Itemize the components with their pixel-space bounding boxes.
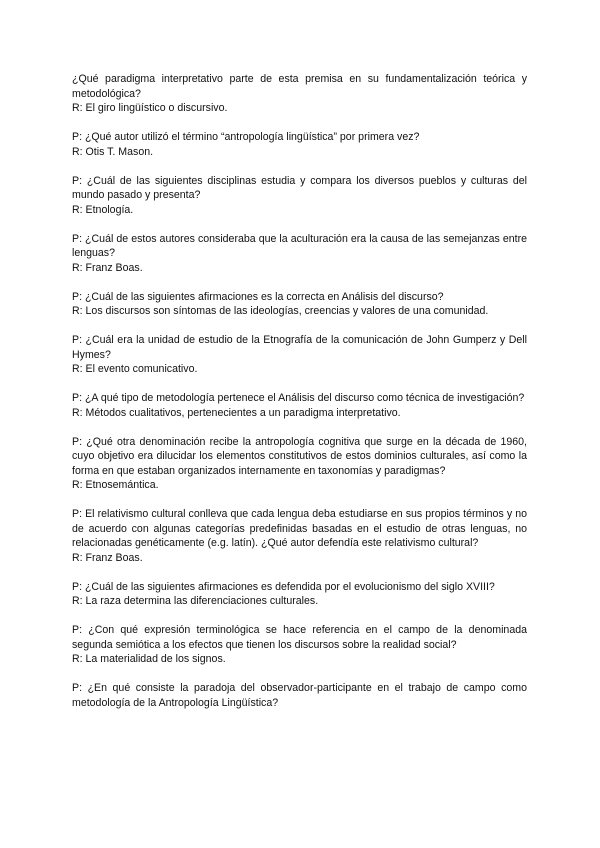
answer-text: R: Franz Boas. xyxy=(72,551,143,564)
question-text: P: ¿A qué tipo de metodología pertenece el Análisis del discurso como técnica de investigación? xyxy=(72,392,525,404)
answer-text: R: Los discursos son síntomas de las ideologías, creencias y valores de una comunidad. xyxy=(72,305,489,317)
answer-text: R: Otis T. Mason. xyxy=(72,145,154,158)
qa-item xyxy=(72,232,527,276)
answer-text: R: Etnología. xyxy=(72,203,134,216)
qa-item xyxy=(72,681,527,710)
answer-text: R: El evento comunicativo. xyxy=(72,363,198,375)
question-text: P: El relativismo cultural conlleva que cada lengua deba estudiarse en sus propios términos y no de acuerdo con algunas categorías predefinidas basadas en el estudio de otras lenguas, no relacionadas genéticamente (e.g. latín). ¿Qué autor defendía este relativismo cultural? xyxy=(72,508,527,549)
qa-item xyxy=(72,623,527,667)
answer-text: R: La materialidad de los signos. xyxy=(72,653,226,665)
question-text: P: ¿Cuál de estos autores consideraba que la aculturación era la causa de las semejanzas entre lenguas? xyxy=(72,232,527,259)
question-text: P: ¿Cuál era la unidad de estudio de la Etnografía de la comunicación de John Gumperz y Dell Hymes? xyxy=(72,334,527,361)
question-text: P: ¿En qué consiste la paradoja del observador-participante en el trabajo de campo como metodología de la Antropología Lingüística? xyxy=(72,682,527,709)
qa-item xyxy=(72,580,527,609)
question-text: P: ¿Qué autor utilizó el término “antropología lingüística” por primera vez? xyxy=(72,131,420,143)
question-text: ¿Qué paradigma interpretativo parte de esta premisa en su fundamentalización teórica y metodológica? xyxy=(72,73,527,100)
document-page xyxy=(72,72,527,725)
qa-item xyxy=(72,435,527,493)
qa-item xyxy=(72,174,527,218)
question-text: P: ¿Cuál de las siguientes disciplinas estudia y compara los diversos pueblos y culturas del mundo pasado y presenta? xyxy=(72,174,527,201)
qa-item xyxy=(72,391,527,420)
answer-text: R: Etnosemántica. xyxy=(72,479,159,491)
qa-item xyxy=(72,290,527,319)
answer-text: R: La raza determina las diferenciaciones culturales. xyxy=(72,595,319,607)
answer-text: R: El giro lingüístico o discursivo. xyxy=(72,102,228,114)
question-text: P: ¿Con qué expresión terminológica se hace referencia en el campo de la denominada segunda semiótica a los efectos que tienen los discursos sobre la realidad social? xyxy=(72,624,527,651)
question-text: P: ¿Qué otra denominación recibe la antropología cognitiva que surge en la década de 1960, cuyo objetivo era dilucidar los elementos constitutivos de estos dominios culturales, así como la forma en que estaban organizados internamente en taxonomías y paradigmas? xyxy=(72,435,527,477)
qa-item xyxy=(72,333,527,377)
qa-item xyxy=(72,72,527,116)
qa-item xyxy=(72,130,527,159)
question-text: P: ¿Cuál de las siguientes afirmaciones es defendida por el evolucionismo del siglo XVIII? xyxy=(72,580,495,593)
question-text: P: ¿Cuál de las siguientes afirmaciones es la correcta en Análisis del discurso? xyxy=(72,290,444,303)
answer-text: R: Franz Boas. xyxy=(72,261,143,274)
qa-item xyxy=(72,507,527,565)
answer-text: R: Métodos cualitativos, pertenecientes a un paradigma interpretativo. xyxy=(72,406,401,419)
